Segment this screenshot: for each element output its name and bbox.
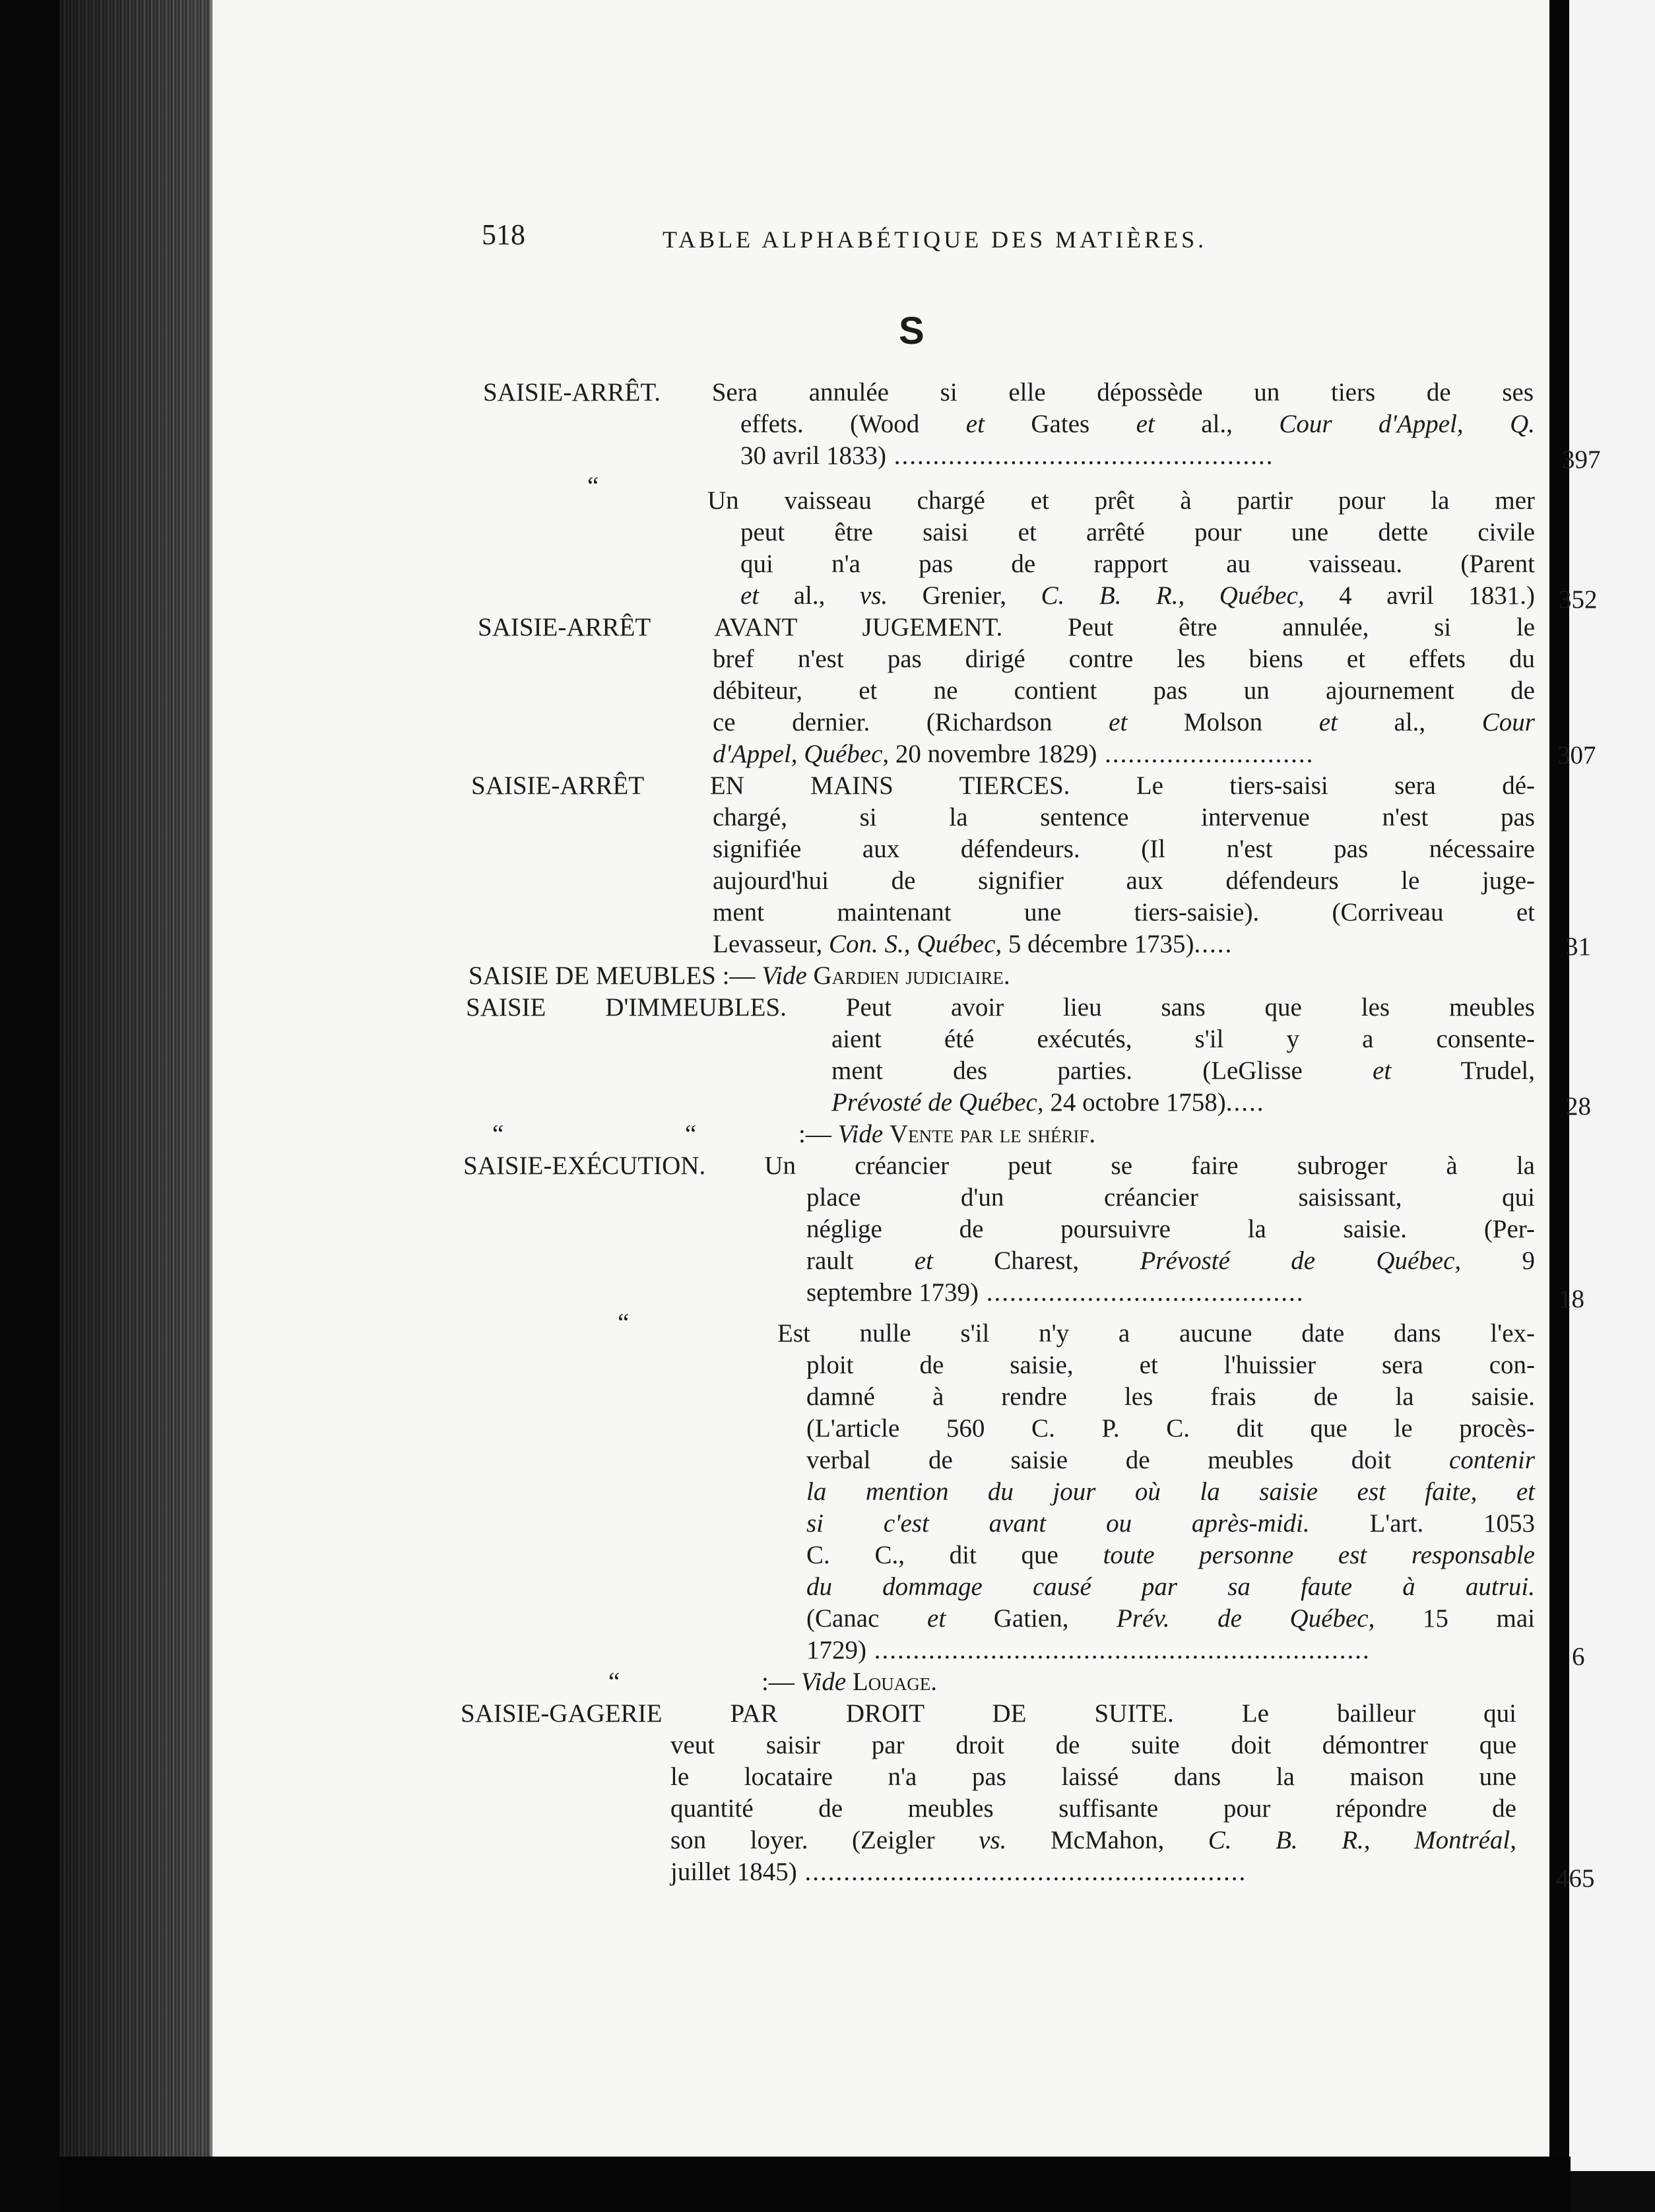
entry-line: Levasseur, Con. S., Québec, 5 décembre 1735)..... <box>713 930 1233 958</box>
section-letter: S <box>899 309 925 352</box>
page-reference: 28 <box>1565 1092 1591 1121</box>
entry-line: bref n'est pas dirigé contre les biens et effets du <box>713 645 1535 673</box>
entry-line: damné à rendre les frais de la saisie. <box>806 1382 1535 1411</box>
entry-line: SAISIE-EXÉCUTION. Un créancier peut se faire subroger à la <box>463 1152 1535 1180</box>
entry-line: son loyer. (Zeigler vs. McMahon, C. B. R., Montréal, <box>670 1826 1516 1854</box>
page-reference: 18 <box>1559 1285 1584 1313</box>
entry-line: (Canac et Gatien, Prév. de Québec, 15 mai <box>806 1604 1535 1633</box>
entry-line: Est nulle s'il n'y a aucune date dans l'ex- <box>777 1319 1535 1348</box>
entry-line: ment maintenant une tiers-saisie). (Corriveau et <box>713 898 1535 927</box>
entry-line: néglige de poursuivre la saisie. (Per- <box>806 1215 1535 1243</box>
entry-line: SAISIE-ARRÊT EN MAINS TIERCES. Le tiers-saisi sera dé- <box>471 771 1535 800</box>
entry-line: du dommage causé par sa faute à autrui. <box>806 1573 1535 1601</box>
entry-line: aujourd'hui de signifier aux défendeurs le juge- <box>713 866 1535 895</box>
entry-line: le locataire n'a pas laissé dans la maison une <box>670 1763 1516 1791</box>
entry-line: quantité de meubles suffisante pour répondre de <box>670 1794 1516 1823</box>
entry-line: Prévosté de Québec, 24 octobre 1758)..... <box>831 1088 1265 1117</box>
entry-line: si c'est avant ou après-midi. L'art. 1053 <box>806 1509 1536 1538</box>
page-header <box>212 218 1549 271</box>
entry-line: verbal de saisie de meubles doit contenir <box>806 1446 1535 1474</box>
page-reference: 465 <box>1556 1864 1595 1893</box>
entry-line: :— Vide Louage. <box>762 1668 937 1696</box>
page-edges <box>59 0 211 2158</box>
page-reference: 31 <box>1565 932 1591 961</box>
entry-line: SAISIE-ARRÊT. Sera annulée si elle dépossède un tiers de ses <box>483 378 1534 407</box>
entry-line: juillet 1845) ......................................................... <box>670 1858 1247 1886</box>
ditto-mark: “ <box>587 472 599 500</box>
entry-line: 1729) ................................................................ <box>806 1636 1371 1664</box>
entry-line: chargé, si la sentence intervenue n'est pas <box>713 803 1535 831</box>
entry-line: 30 avril 1833) ................................................. <box>740 441 1274 470</box>
ditto-mark: “ <box>685 1120 697 1148</box>
page-reference: 6 <box>1572 1643 1585 1671</box>
entry-line: aient été exécutés, s'il y a consente- <box>831 1025 1535 1053</box>
book-spine <box>0 0 59 2212</box>
entry-line: ce dernier. (Richardson et Molson et al., Cour <box>713 708 1535 736</box>
ditto-mark: “ <box>618 1309 630 1337</box>
ditto-mark: “ <box>608 1668 620 1696</box>
entry-line: (L'article 560 C. P. C. dit que le procès- <box>806 1414 1535 1443</box>
entry-line: veut saisir par droit de suite doit démontrer que <box>670 1731 1516 1759</box>
entry-line: SAISIE DE MEUBLES :— Vide Gardien judiciaire. <box>469 961 1010 990</box>
entry-line: effets. (Wood et Gates et al., Cour d'Appel, Q. <box>740 410 1535 438</box>
entry-line: septembre 1739) ......................................... <box>806 1278 1305 1307</box>
entry-line: C. C., dit que toute personne est responsable <box>806 1541 1535 1569</box>
entry-line: qui n'a pas de rapport au vaisseau. (Parent <box>740 550 1535 578</box>
entry-line: signifiée aux défendeurs. (Il n'est pas nécessaire <box>713 835 1535 863</box>
entry-line: SAISIE-GAGERIE PAR DROIT DE SUITE. Le bailleur qui <box>461 1699 1516 1728</box>
page-reference: 307 <box>1557 741 1596 769</box>
entry-line: SAISIE D'IMMEUBLES. Peut avoir lieu sans que les meubles <box>466 993 1535 1022</box>
entry-line: :— Vide Vente par le shérif. <box>798 1120 1096 1148</box>
entry-line: la mention du jour où la saisie est faite, et <box>806 1478 1535 1506</box>
entry-line: place d'un créancier saisissant, qui <box>806 1183 1535 1212</box>
entry-line: d'Appel, Québec, 20 novembre 1829) ........................... <box>713 740 1314 768</box>
facing-page <box>1569 0 1655 2171</box>
page-reference: 397 <box>1562 445 1601 474</box>
entry-line: ment des parties. (LeGlisse et Trudel, <box>831 1057 1535 1085</box>
ditto-mark: “ <box>492 1120 504 1148</box>
entry-line: ploit de saisie, et l'huissier sera con- <box>806 1351 1535 1379</box>
entry-line: et al., vs. Grenier, C. B. R., Québec, 4 avril 1831.) <box>740 581 1535 610</box>
bottom-shadow <box>59 2157 1571 2212</box>
entry-line: rault et Charest, Prévosté de Québec, 9 <box>806 1247 1535 1275</box>
page-reference: 352 <box>1559 585 1598 614</box>
book-page <box>210 0 1601 2157</box>
entry-line: SAISIE-ARRÊT AVANT JUGEMENT. Peut être annulée, si le <box>478 613 1535 641</box>
entry-line: Un vaisseau chargé et prêt à partir pour la mer <box>707 486 1535 515</box>
entry-line: peut être saisi et arrêté pour une dette civile <box>740 518 1535 546</box>
page-number: 518 <box>482 218 525 251</box>
running-title: TABLE ALPHABÉTIQUE DES MATIÈRES. <box>663 226 1208 253</box>
entry-line: débiteur, et ne contient pas un ajournement de <box>713 676 1535 705</box>
